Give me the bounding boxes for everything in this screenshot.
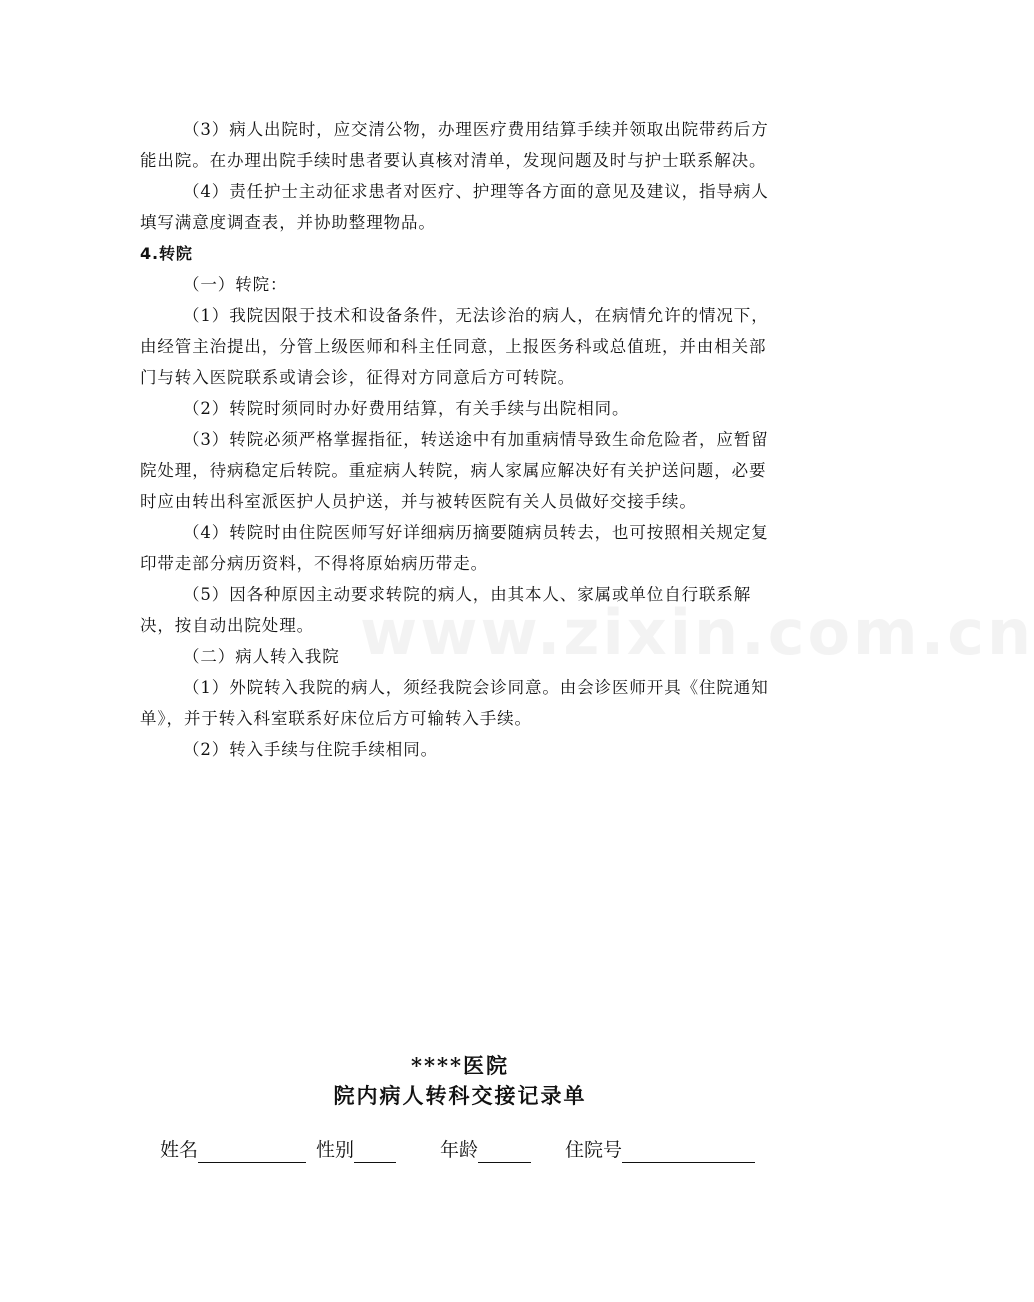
paragraph-transfer-3: （3）转院必须严格掌握指征，转送途中有加重病情导致生命危险者，应暂留院处理，待病稳定后转院。重症病人转院，病人家属应解决好有关护送问题，必要时应由转出科室派医护人员护送，并与被转医院有关人员做好交接手续。 — [140, 430, 769, 511]
age-field[interactable] — [478, 1139, 531, 1163]
paragraph-transfer-5: （5）因各种原因主动要求转院的病人，由其本人、家属或单位自行联系解决，按自动出院处理。 — [140, 585, 752, 635]
age-label: 年龄 — [440, 1139, 479, 1161]
paragraph-transfer-4: （4）转院时由住院医师写好详细病历摘要随病员转去，也可按照相关规定复印带走部分病历资料，不得将原始病历带走。 — [140, 523, 769, 573]
sex-field[interactable] — [354, 1139, 396, 1163]
admission-number-field[interactable] — [622, 1139, 755, 1163]
admission-number-label: 住院号 — [565, 1139, 623, 1161]
paragraph-discharge-4: （4）责任护士主动征求患者对医疗、护理等各方面的意见及建议，指导病人填写满意度调查表，并协助整理物品。 — [140, 182, 769, 232]
name-label: 姓名 — [160, 1139, 199, 1161]
section-heading-transfer: 4.转院 — [140, 244, 193, 263]
sex-label: 性别 — [316, 1139, 355, 1161]
name-field[interactable] — [198, 1139, 306, 1163]
hospital-name: ****医院 — [411, 1053, 509, 1078]
form-title: 院内病人转科交接记录单 — [333, 1083, 587, 1108]
paragraph-transfer-in-2: （2）转入手续与住院手续相同。 — [183, 740, 438, 759]
subheading-transfer-in: （二）病人转入我院 — [183, 647, 340, 666]
paragraph-transfer-2: （2）转院时须同时办好费用结算，有关手续与出院相同。 — [183, 399, 630, 418]
body-text — [140, 114, 782, 765]
subheading-transfer-out: （一）转院： — [183, 275, 288, 294]
paragraph-discharge-3: （3）病人出院时，应交清公物，办理医疗费用结算手续并领取出院带药后方能出院。在办理出院手续时患者要认真核对清单，发现问题及时与护士联系解决。 — [140, 120, 769, 170]
watermark: www.zixin.com.cn — [360, 596, 1034, 669]
paragraph-transfer-in-1: （1）外院转入我院的病人，须经我院会诊同意。由会诊医师开具《住院通知单》，并于转入科室联系好床位后方可输转入手续。 — [140, 678, 769, 728]
paragraph-transfer-1: （1）我院因限于技术和设备条件，无法诊治的病人，在病情允许的情况下，由经管主治提出，分管上级医师和科主任同意，上报医务科或总值班，并由相关部门与转入医院联系或请会诊，征得对方同意后方可转院。 — [140, 306, 769, 387]
patient-info-fields — [160, 1137, 755, 1163]
